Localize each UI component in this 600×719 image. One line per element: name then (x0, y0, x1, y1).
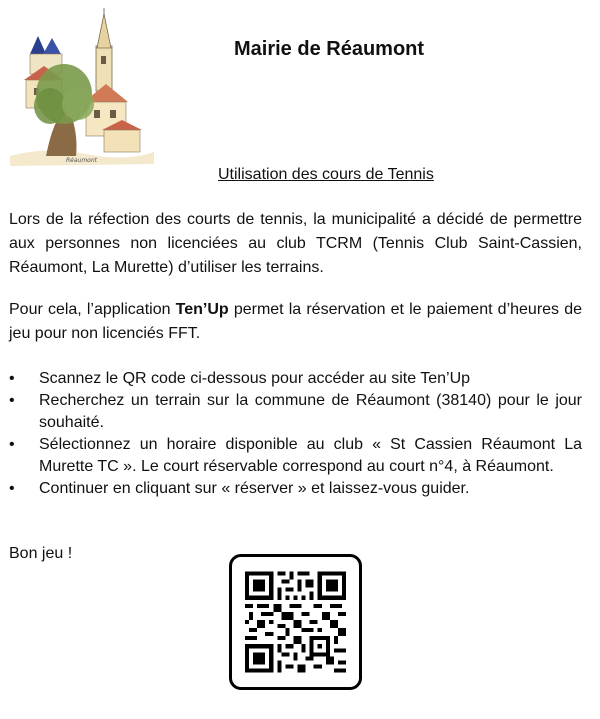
bullet-icon: • (9, 480, 15, 497)
list-item (9, 478, 582, 500)
closing-text: Bon jeu ! (9, 545, 73, 562)
instructions-list (9, 368, 582, 500)
page-subtitle: Utilisation des cours de Tennis (218, 166, 434, 183)
app-paragraph (9, 298, 582, 346)
bullet-icon: • (9, 392, 15, 409)
bullet-icon: • (9, 436, 15, 453)
list-item-text: Scannez le QR code ci-dessous pour accéder au site Ten’Up (39, 370, 471, 387)
app-name: Ten’Up (175, 301, 229, 318)
list-item-text: Continuer en cliquant sur « réserver » et laissez-vous guider. (39, 480, 470, 497)
bullet-icon: • (9, 370, 15, 387)
intro-paragraph: Lors de la réfection des courts de tennis, la municipalité a décidé de permettre aux personnes non licenciées au club TCRM (Tennis Club Saint-Cassien, Réaumont, La Murette) d’utiliser les terrains. (9, 211, 582, 276)
app-paragraph-start: Pour cela, l’application (9, 301, 176, 318)
list-item (9, 390, 582, 434)
village-illustration (6, 6, 156, 181)
svg-text:Réaumont: Réaumont (66, 157, 98, 164)
list-item (9, 368, 582, 390)
qr-code-icon (245, 570, 346, 674)
qr-code[interactable] (229, 554, 362, 690)
app-paragraph-end: permet la réservation et le paiement d’heures de jeu pour non licenciés FFT. (9, 301, 583, 342)
list-item-text: Sélectionnez un horaire disponible au club « St Cassien Réaumont La Murette TC ». Le court réservable correspond au court n°4, à Réaumont. (39, 436, 582, 475)
village-drawing-icon (6, 6, 156, 181)
page-title: Mairie de Réaumont (234, 38, 425, 60)
list-item-text: Recherchez un terrain sur la commune de Réaumont (38140) pour le jour souhaité. (39, 392, 582, 431)
list-item (9, 434, 582, 478)
